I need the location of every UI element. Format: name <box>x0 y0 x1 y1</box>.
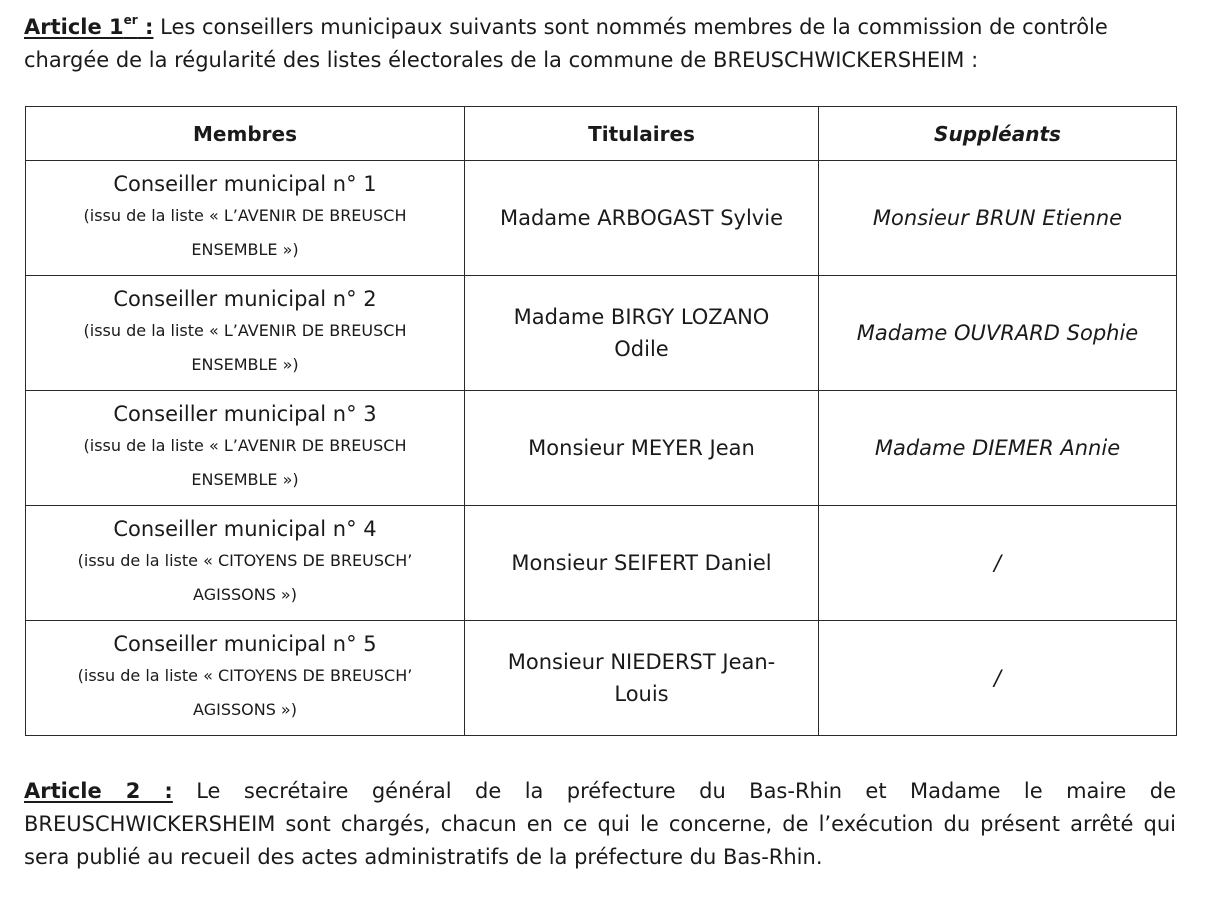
suppleant-cell: / <box>819 621 1177 736</box>
header-titulaires: Titulaires <box>465 107 819 161</box>
header-membres: Membres <box>26 107 465 161</box>
conseiller-label: Conseiller municipal n° 5 <box>113 632 377 656</box>
table-row <box>26 276 1177 391</box>
table-header-row <box>26 107 1177 161</box>
table-row <box>26 506 1177 621</box>
article-1-text: Les conseillers municipaux suivants sont nommés membres de la commission de contrôle chargée de la régularité des listes électorales de la commune de BREUSCHWICKERSHEIM : <box>24 15 1108 72</box>
conseiller-label: Conseiller municipal n° 1 <box>113 172 377 196</box>
membre-cell <box>26 506 465 621</box>
membre-cell <box>26 161 465 276</box>
suppleant-cell: / <box>819 506 1177 621</box>
conseiller-label: Conseiller municipal n° 2 <box>113 287 377 311</box>
suppleant-cell: Monsieur BRUN Etienne <box>819 161 1177 276</box>
liste-label: (issu de la liste « L’AVENIR DE BREUSCH ENSEMBLE ») <box>83 321 407 374</box>
article-1-label: Article 1er : <box>24 13 154 39</box>
membre-cell <box>26 276 465 391</box>
membre-cell <box>26 391 465 506</box>
table-row <box>26 161 1177 276</box>
commission-members-table <box>25 106 1177 736</box>
titulaire-cell: Madame BIRGY LOZANO Odile <box>465 276 819 391</box>
article-2-text: Le secrétaire général de la préfecture du Bas-Rhin et Madame le maire de BREUSCHWICKERSHEIM sont chargés, chacun en ce qui le concerne, de l’exécution du présent arrêté qui sera publié au recueil des actes administratifs de la préfecture du Bas-Rhin. <box>24 779 1176 869</box>
header-suppleants: Suppléants <box>819 107 1177 161</box>
article-2-label: Article 2 : <box>24 779 173 803</box>
liste-label: (issu de la liste « CITOYENS DE BREUSCH’ AGISSONS ») <box>77 551 413 604</box>
titulaire-cell: Monsieur SEIFERT Daniel <box>465 506 819 621</box>
suppleant-cell: Madame DIEMER Annie <box>819 391 1177 506</box>
article-2-paragraph <box>24 775 1176 874</box>
table-row <box>26 391 1177 506</box>
article-1-superscript: er <box>123 13 138 27</box>
liste-label: (issu de la liste « CITOYENS DE BREUSCH’ AGISSONS ») <box>77 666 413 719</box>
liste-label: (issu de la liste « L’AVENIR DE BREUSCH ENSEMBLE ») <box>83 436 407 489</box>
conseiller-label: Conseiller municipal n° 4 <box>113 517 377 541</box>
titulaire-cell: Monsieur NIEDERST Jean-Louis <box>465 621 819 736</box>
liste-label: (issu de la liste « L’AVENIR DE BREUSCH ENSEMBLE ») <box>83 206 407 259</box>
article-1-paragraph <box>24 6 1176 77</box>
titulaire-cell: Madame ARBOGAST Sylvie <box>465 161 819 276</box>
table-row <box>26 621 1177 736</box>
membre-cell <box>26 621 465 736</box>
titulaire-cell: Monsieur MEYER Jean <box>465 391 819 506</box>
conseiller-label: Conseiller municipal n° 3 <box>113 402 377 426</box>
suppleant-cell: Madame OUVRARD Sophie <box>819 276 1177 391</box>
